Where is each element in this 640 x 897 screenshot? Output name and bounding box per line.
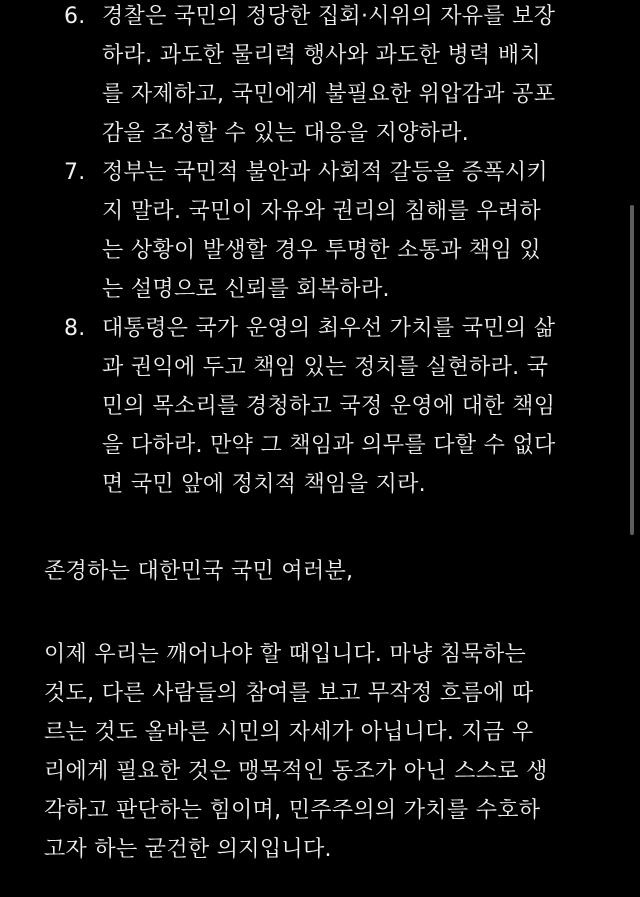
list-number: 6. [64, 4, 86, 29]
scrollbar[interactable] [630, 205, 634, 535]
list-item-6 [64, 0, 604, 153]
text-line: 는 상황이 발생할 경우 투명한 소통과 책임 있 [102, 238, 541, 263]
list-number: 8. [64, 316, 86, 341]
text-line: 이제 우리는 깨어나야 할 때입니다. 마냥 침묵하는 [44, 642, 527, 667]
text-line: 리에게 필요한 것은 맹목적인 동조가 아닌 스스로 생 [44, 759, 548, 784]
text-line: 대통령은 국가 운영의 최우선 가치를 국민의 삶 [102, 316, 556, 341]
text-line: 르는 것도 올바른 시민의 자세가 아닙니다. 지금 우 [44, 720, 534, 745]
text-line: 것도, 다른 사람들의 참여를 보고 무작정 흐름에 따 [44, 681, 534, 706]
greeting: 존경하는 대한민국 국민 여러분, [44, 559, 354, 584]
text-line: 경찰은 국민의 정당한 집회·시위의 자유를 보장 [102, 4, 556, 29]
text-line: 고자 하는 굳건한 의지입니다. [44, 837, 332, 862]
text-line: 는 설명으로 신뢰를 회복하라. [102, 277, 390, 302]
text-line: 를 자제하고, 국민에게 불필요한 위압감과 공포 [102, 82, 556, 107]
list-item-8 [64, 309, 604, 504]
text-line: 각하고 판단하는 힘이며, 민주주의의 가치를 수호하 [44, 798, 541, 823]
text-line: 하라. 과도한 물리력 행사와 과도한 병력 배치 [102, 43, 541, 68]
text-line: 정부는 국민적 불안과 사회적 갈등을 증폭시키 [102, 160, 548, 185]
closing-paragraph [44, 635, 604, 869]
text-line: 민의 목소리를 경청하고 국정 운영에 대한 책임 [102, 394, 556, 419]
demands-list [64, 0, 604, 504]
text-line: 을 다하라. 만약 그 책임과 의무를 다할 수 없다 [102, 433, 556, 458]
text-line: 과 권익에 두고 책임 있는 정치를 실현하라. 국 [102, 355, 549, 380]
text-line: 지 말라. 국민이 자유와 권리의 침해를 우려하 [102, 199, 541, 224]
text-line: 감을 조성할 수 있는 대응을 지양하라. [102, 121, 470, 146]
list-number: 7. [64, 160, 86, 185]
list-item-7 [64, 153, 604, 309]
text-line: 면 국민 앞에 정치적 책임을 지라. [102, 472, 426, 497]
